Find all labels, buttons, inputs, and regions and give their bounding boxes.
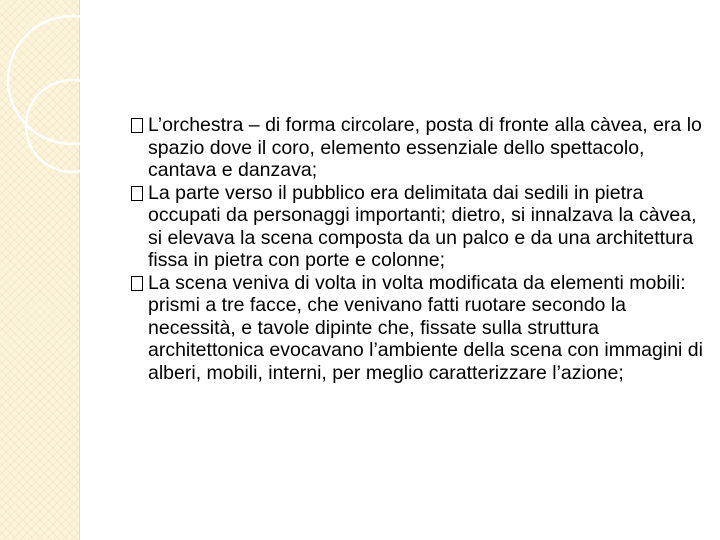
- bullet-item-3: [128, 272, 703, 385]
- bullet-box-icon: [131, 276, 143, 291]
- bullet-text-3: La scena veniva di volta in volta modificata da elementi mobili: prismi a tre facce, che venivano fatti ruotare secondo la necessità, e tavole dipinte che, fissate sulla struttura architettonica evocavano l’ambiente della scena con immagini di alberi, mobili, interni, per meglio caratterizzare l’azione;: [148, 271, 703, 384]
- bullet-list: [128, 114, 703, 384]
- bullet-box-icon: [131, 186, 143, 201]
- decorative-circle-small: [26, 80, 80, 172]
- bullet-text-2: La parte verso il pubblico era delimitata dai sedili in pietra occupati da personaggi importanti; dietro, si innalzava la càvea, si elevava la scena composta da un palco e da una architettura fissa in pietra con porte e colonne;: [148, 181, 697, 271]
- bullet-box-icon: [131, 118, 143, 133]
- bullet-item-1: [128, 114, 703, 182]
- decorative-circles-icon: [0, 0, 80, 200]
- bullet-item-2: [128, 182, 703, 272]
- bullet-text-1: L’orchestra – di forma circolare, posta di fronte alla càvea, era lo spazio dove il coro, elemento essenziale dello spettacolo, cantava e danzava;: [148, 114, 702, 181]
